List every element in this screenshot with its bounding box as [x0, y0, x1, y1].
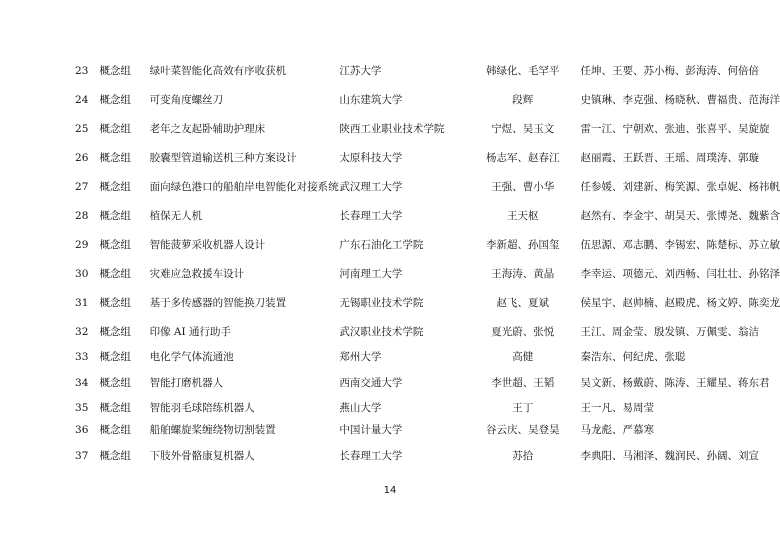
category-cell: 概念组 — [99, 267, 131, 280]
category-cell: 概念组 — [99, 376, 131, 389]
project-title-cell: 面向绿色港口的船舶岸电智能化对接系统 — [149, 180, 339, 193]
table-row — [64, 346, 780, 368]
school-cell: 广东石油化工学院 — [339, 238, 424, 251]
members-cell: 伍思源、邓志鹏、李锡宏、陈楚标、苏立敏 — [580, 238, 780, 251]
school-cell: 太原科技大学 — [339, 151, 403, 164]
category-cell: 概念组 — [99, 449, 131, 462]
row-number: 24 — [75, 93, 89, 106]
row-number: 30 — [75, 267, 89, 280]
advisors-cell: 王丁 — [512, 402, 534, 414]
row-number: 36 — [75, 424, 89, 436]
table-row — [64, 230, 780, 259]
category-cell: 概念组 — [99, 180, 131, 193]
members-cell: 李幸运、项德元、刘西畅、闫壮壮、孙铭泽 — [580, 267, 780, 280]
table-row — [64, 172, 780, 201]
advisors-cell: 王强、曹小华 — [491, 180, 555, 193]
members-cell: 雷一江、宁朝欢、张迪、张喜平、吴旋旋 — [580, 122, 770, 135]
advisors-cell: 高健 — [512, 351, 534, 363]
table-row — [64, 56, 780, 85]
advisors-cell: 宁煜、吴玉文 — [491, 122, 555, 135]
project-title-cell: 胶囊型管道输送机三种方案设计 — [149, 151, 297, 164]
award-table-body — [64, 56, 780, 470]
members-cell: 赵然有、李金宇、胡昊天、张博尧、魏紫含 — [580, 209, 780, 222]
members-cell: 任参媛、刘建新、梅笑源、张卓妮、杨祎帆 — [580, 180, 780, 193]
project-title-cell: 智能打磨机器人 — [149, 376, 224, 389]
row-number: 29 — [75, 238, 89, 251]
category-cell: 概念组 — [99, 402, 131, 414]
project-title-cell: 船舶螺旋桨缠绕物切割装置 — [149, 424, 276, 436]
school-cell: 无锡职业技术学院 — [339, 296, 424, 309]
advisors-cell: 赵飞、夏斌 — [496, 296, 550, 309]
project-title-cell: 智能羽毛球陪练机器人 — [149, 402, 255, 414]
page-number: 14 — [383, 485, 397, 496]
project-title-cell: 植保无人机 — [149, 209, 203, 222]
project-title-cell: 灾难应急救援车设计 — [149, 267, 245, 280]
school-cell: 江苏大学 — [339, 64, 382, 77]
advisors-cell: 夏光蔚、张悦 — [491, 325, 555, 338]
advisors-cell: 王天枢 — [507, 209, 539, 222]
school-cell: 中国计量大学 — [339, 424, 403, 436]
advisors-cell: 韩绿化、毛罕平 — [486, 64, 560, 77]
row-number: 27 — [75, 180, 89, 193]
school-cell: 长春理工大学 — [339, 449, 403, 462]
row-number: 26 — [75, 151, 89, 164]
advisors-cell: 段辉 — [512, 93, 534, 106]
table-row — [64, 441, 780, 470]
category-cell: 概念组 — [99, 151, 131, 164]
members-cell: 史镇琳、李克强、杨晓秋、曹福贵、范海洋 — [580, 93, 780, 106]
school-cell: 山东建筑大学 — [339, 93, 403, 106]
school-cell: 河南理工大学 — [339, 267, 403, 280]
members-cell: 赵丽霞、王跃晋、王瑶、周璞涛、郭璇 — [580, 151, 759, 164]
members-cell: 任坤、王要、苏小梅、彭海涛、何倍倍 — [580, 64, 759, 77]
school-cell: 长春理工大学 — [339, 209, 403, 222]
award-table — [64, 56, 780, 470]
school-cell: 武汉职业技术学院 — [339, 325, 424, 338]
row-number: 33 — [75, 351, 89, 363]
project-title-cell: 绿叶菜智能化高效有序收获机 — [149, 64, 287, 77]
row-number: 35 — [75, 402, 89, 414]
members-cell: 王一凡、易周莹 — [580, 402, 654, 414]
advisors-cell: 苏拾 — [512, 449, 534, 462]
category-cell: 概念组 — [99, 238, 131, 251]
row-number: 32 — [75, 325, 89, 338]
table-row — [64, 114, 780, 143]
members-cell: 秦浩东、何纪虎、张聪 — [580, 351, 686, 363]
table-row — [64, 317, 780, 346]
school-cell: 燕山大学 — [339, 402, 382, 414]
members-cell: 李典阳、马湘泽、魏润民、孙阔、刘宣 — [580, 449, 759, 462]
table-row — [64, 259, 780, 288]
row-number: 23 — [75, 64, 89, 77]
category-cell: 概念组 — [99, 296, 131, 309]
table-row — [64, 201, 780, 230]
advisors-cell: 谷云庆、吴登昊 — [486, 424, 560, 436]
project-title-cell: 印像 AI 通行助手 — [149, 325, 231, 338]
members-cell: 王江、周金莹、殷发镇、万佩雯、翁洁 — [580, 325, 759, 338]
category-cell: 概念组 — [99, 93, 131, 106]
advisors-cell: 杨志军、赵春江 — [486, 151, 560, 164]
advisors-cell: 李世超、王韬 — [491, 376, 555, 389]
category-cell: 概念组 — [99, 351, 131, 363]
table-row — [64, 288, 780, 317]
members-cell: 侯星宇、赵帅楠、赵殿虎、杨文婷、陈奕龙 — [580, 296, 780, 309]
members-cell: 马龙彪、严慕寒 — [580, 424, 654, 436]
project-title-cell: 老年之友起卧辅助护理床 — [149, 122, 266, 135]
school-cell: 武汉理工大学 — [339, 180, 403, 193]
row-number: 25 — [75, 122, 89, 135]
school-cell: 西南交通大学 — [339, 376, 403, 389]
row-number: 37 — [75, 449, 89, 462]
row-number: 31 — [75, 296, 89, 309]
category-cell: 概念组 — [99, 122, 131, 135]
school-cell: 陕西工业职业技术学院 — [339, 122, 445, 135]
project-title-cell: 可变角度螺丝刀 — [149, 93, 224, 106]
table-row — [64, 397, 780, 419]
category-cell: 概念组 — [99, 209, 131, 222]
table-row — [64, 85, 780, 114]
project-title-cell: 基于多传感器的智能换刀装置 — [149, 296, 287, 309]
row-number: 34 — [75, 376, 89, 389]
table-row — [64, 368, 780, 397]
category-cell: 概念组 — [99, 64, 131, 77]
category-cell: 概念组 — [99, 424, 131, 436]
advisors-cell: 王海涛、黄晶 — [491, 267, 555, 280]
project-title-cell: 下肢外骨骼康复机器人 — [149, 449, 255, 462]
advisors-cell: 李新超、孙国玺 — [486, 238, 560, 251]
school-cell: 郑州大学 — [339, 351, 382, 363]
table-row — [64, 143, 780, 172]
table-row — [64, 419, 780, 441]
project-title-cell: 智能菠萝采收机器人设计 — [149, 238, 266, 251]
category-cell: 概念组 — [99, 325, 131, 338]
project-title-cell: 电化学气体流通池 — [149, 351, 234, 363]
row-number: 28 — [75, 209, 89, 222]
members-cell: 吴文新、杨戴蔚、陈涛、王耀星、蒋东君 — [580, 376, 770, 389]
